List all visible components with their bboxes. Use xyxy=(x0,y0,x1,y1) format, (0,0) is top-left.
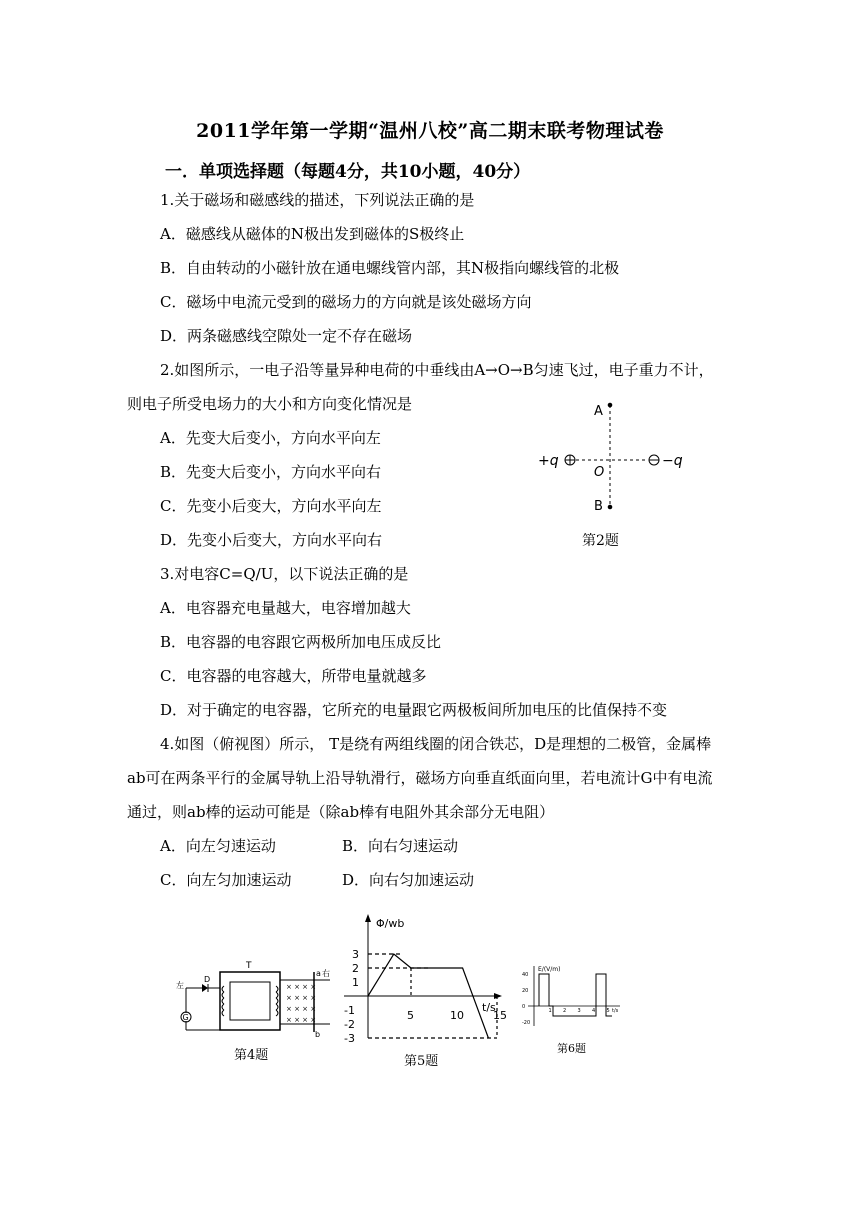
point-b-label: B xyxy=(594,499,603,514)
q6-y-tick-label: 0 xyxy=(522,1004,526,1010)
question-2-option-c: C．先变小后变大，方向水平向左 xyxy=(160,497,382,515)
question-1-option-a: A．磁感线从磁体的N极出发到磁体的S极终止 xyxy=(160,225,465,243)
question-4-caption: 第4题 xyxy=(234,1048,269,1063)
question-5-figure xyxy=(338,910,510,1050)
left-direction-label: 左 xyxy=(176,981,184,990)
question-3-option-d: D．对于确定的电容器，它所充的电量跟它两极板间所加电压的比值保持不变 xyxy=(160,701,668,719)
q5-x-tick-label: 10 xyxy=(450,1009,464,1022)
right-direction-label: 右 xyxy=(322,969,330,978)
question-4-option-d: D．向右匀加速运动 xyxy=(342,871,475,889)
question-3-option-c: C．电容器的电容越大，所带电量就越多 xyxy=(160,667,427,685)
question-1-option-b: B．自由转动的小磁针放在通电螺线管内部，其N极指向螺线管的北极 xyxy=(160,259,620,277)
question-4-option-a: A．向左匀速运动 xyxy=(160,837,276,855)
point-o-label: O xyxy=(594,465,605,480)
section-heading: 一．单项选择题（每题4分，共10小题，40分） xyxy=(165,162,531,182)
point-a-dot xyxy=(608,403,613,408)
question-1-option-c: C．磁场中电流元受到的磁场力的方向就是该处磁场方向 xyxy=(160,293,532,311)
question-2-option-a: A．先变大后变小，方向水平向左 xyxy=(160,429,381,447)
question-2-caption: 第2题 xyxy=(582,533,619,549)
q5-y-tick-label: 3 xyxy=(352,948,359,961)
question-6-caption: 第6题 xyxy=(557,1042,586,1055)
q5-x-tick-label: 5 xyxy=(407,1009,414,1022)
question-3-option-a: A．电容器充电量越大，电容增加越大 xyxy=(160,599,411,617)
question-1-stem: 1.关于磁场和磁感线的描述，下列说法正确的是 xyxy=(160,191,475,209)
x-axis-label: t/s xyxy=(482,1001,496,1014)
core-t-label: T xyxy=(246,961,252,971)
q5-y-tick-label: 2 xyxy=(352,962,359,975)
svg-text:× × × ×: × × × × xyxy=(286,1016,317,1024)
y-axis-label: Φ/wb xyxy=(376,917,405,930)
q5-y-tick-label: 1 xyxy=(352,976,359,989)
question-6-figure xyxy=(520,962,624,1032)
q5-y-tick-label: -1 xyxy=(344,1004,355,1017)
q6-x-tick-label: 3 xyxy=(577,1008,581,1014)
svg-text:× × × ×: × × × × xyxy=(286,994,317,1002)
q6-x-tick-label: 5 xyxy=(606,1008,610,1014)
q6-y-tick-label: -20 xyxy=(522,1020,531,1026)
question-2-option-b: B．先变大后变小，方向水平向右 xyxy=(160,463,382,481)
negative-charge-label: −q xyxy=(662,453,683,469)
q6-x-axis-label: t/s xyxy=(612,1008,619,1014)
q5-x-tick-label: 15 xyxy=(493,1009,507,1022)
question-4-figure xyxy=(172,958,334,1038)
q6-y-axis-label: E/(V/m) xyxy=(538,966,561,973)
question-4-option-b: B．向右匀速运动 xyxy=(342,837,459,855)
point-b-dot xyxy=(608,505,613,510)
question-4-stem: 4.如图（俯视图）所示， T是绕有两组线圈的闭合铁芯，D是理想的二极管，金属棒 xyxy=(160,735,712,753)
q5-y-tick-label: -2 xyxy=(344,1018,355,1031)
q6-x-tick-label: 1 xyxy=(548,1008,552,1014)
question-5-caption: 第5题 xyxy=(404,1054,439,1069)
question-1-option-d: D．两条磁感线空隙处一定不存在磁场 xyxy=(160,327,413,345)
positive-charge-label: +q xyxy=(538,453,559,469)
question-2-option-d: D．先变小后变大，方向水平向右 xyxy=(160,531,383,549)
point-a-label: A xyxy=(594,404,603,419)
question-4-stem-continued-2: 通过，则ab棒的运动可能是（除ab棒有电阻外其余部分无电阻） xyxy=(127,803,555,821)
q5-y-tick-label: -3 xyxy=(344,1032,355,1045)
question-4-stem-continued-1: ab可在两条平行的金属导轨上沿导轨滑行，磁场方向垂直纸面向里，若电流计G中有电流 xyxy=(127,769,713,787)
q6-x-tick-label: 2 xyxy=(563,1008,567,1014)
rod-b-label: b xyxy=(315,1030,321,1038)
q6-y-tick-label: 20 xyxy=(522,988,529,994)
q6-y-tick-label: 40 xyxy=(522,972,529,978)
svg-text:× × × ×: × × × × xyxy=(286,983,317,991)
question-2-stem-continued: 则电子所受电场力的大小和方向变化情况是 xyxy=(127,395,413,413)
rod-a-label: a xyxy=(316,969,321,978)
diode-d-label: D xyxy=(204,975,211,984)
question-3-option-b: B．电容器的电容跟它两极所加电压成反比 xyxy=(160,633,442,651)
svg-text:× × × ×: × × × × xyxy=(286,1005,317,1013)
page-title: 2011学年第一学期“温州八校”高二期末联考物理试卷 xyxy=(196,120,664,142)
question-4-option-c: C．向左匀加速运动 xyxy=(160,871,292,889)
galvanometer-g-label: G xyxy=(182,1013,189,1022)
question-2-figure xyxy=(530,395,710,525)
question-3-stem: 3.对电容C=Q/U，以下说法正确的是 xyxy=(160,565,409,583)
q6-x-tick-label: 4 xyxy=(592,1008,596,1014)
question-2-stem: 2.如图所示，一电子沿等量异种电荷的中垂线由A→O→B匀速飞过，电子重力不计， xyxy=(160,361,714,379)
